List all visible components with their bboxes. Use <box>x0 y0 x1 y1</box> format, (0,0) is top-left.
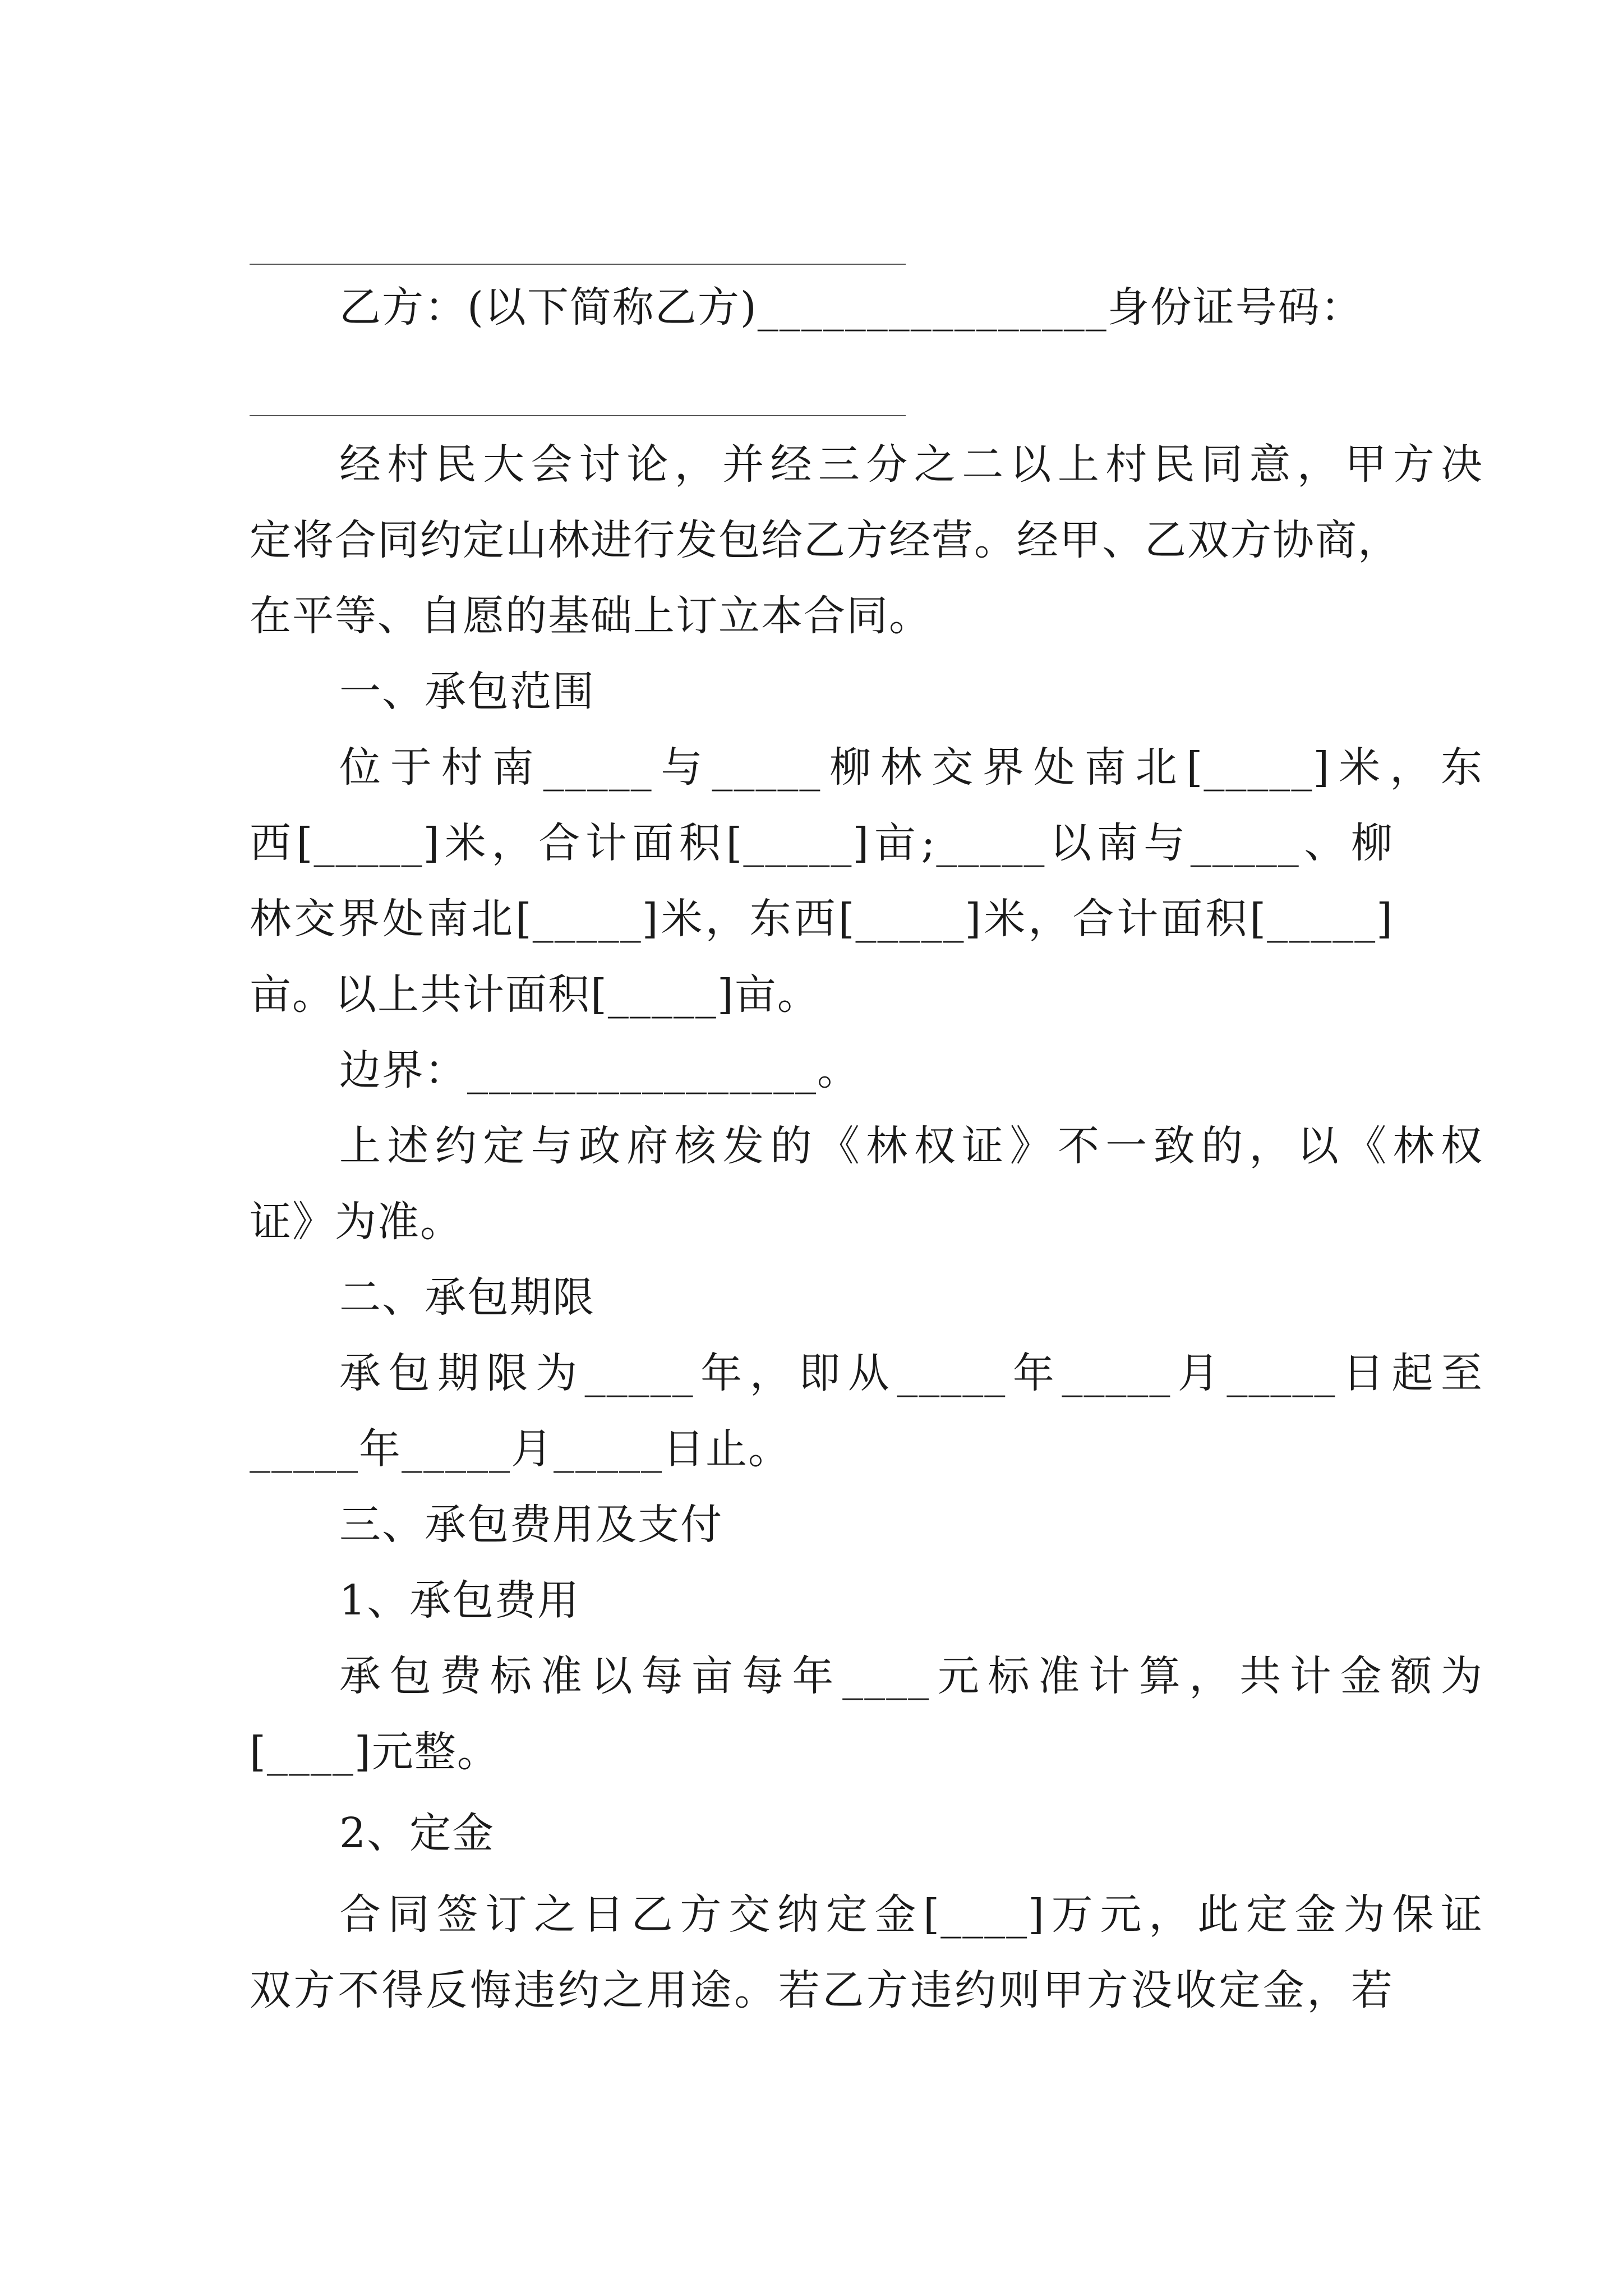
blank-rule-id <box>250 415 906 416</box>
scope-line-1: 位于村南_____与_____柳林交界处南北[_____]米，东 <box>339 743 1483 792</box>
boundary-line: 边界：________________。 <box>339 1046 860 1094</box>
deposit-line-2: 双方不得反悔违约之用途。若乙方违约则甲方没收定金，若 <box>250 1966 1394 2014</box>
scope-line-4: 亩。以上共计面积[_____]亩。 <box>250 970 820 1019</box>
scope-line-3: 林交界处南北[_____]米，东西[_____]米，合计面积[_____] <box>250 895 1394 943</box>
term-line-1: 承包期限为_____年，即从_____年_____月_____日起至 <box>339 1349 1483 1397</box>
section-heading-term: 二、承包期限 <box>339 1273 595 1322</box>
preamble-line-2: 定将合同约定山林进行发包给乙方经营。经甲、乙双方协商， <box>250 516 1400 564</box>
section-heading-scope: 一、承包范围 <box>339 668 595 716</box>
subsection-heading-deposit: 2、定金 <box>339 1809 495 1857</box>
subsection-heading-fee: 1、承包费用 <box>339 1576 580 1625</box>
deposit-line-1: 合同签订之日乙方交纳定金[____]万元，此定金为保证 <box>339 1890 1483 1939</box>
certificate-line-2: 证》为准。 <box>250 1198 463 1246</box>
blank-rule-top <box>250 264 906 265</box>
fee-line-2: [____]元整。 <box>250 1728 500 1776</box>
party-b-line: 乙方：(以下简称乙方)________________身份证号码： <box>339 283 1363 332</box>
term-line-2: _____年_____月_____日止。 <box>250 1425 791 1473</box>
preamble-line-1: 经村民大会讨论，并经三分之二以上村民同意，甲方决 <box>339 440 1483 489</box>
preamble-line-3: 在平等、自愿的基础上订立本合同。 <box>250 592 932 640</box>
section-heading-fees: 三、承包费用及支付 <box>339 1501 723 1549</box>
certificate-line-1: 上述约定与政府核发的《林权证》不一致的，以《林权 <box>339 1122 1483 1170</box>
scope-line-2: 西[_____]米，合计面积[_____]亩;_____以南与_____、柳 <box>250 819 1394 867</box>
fee-line-1: 承包费标准以每亩每年____元标准计算，共计金额为 <box>339 1652 1483 1700</box>
